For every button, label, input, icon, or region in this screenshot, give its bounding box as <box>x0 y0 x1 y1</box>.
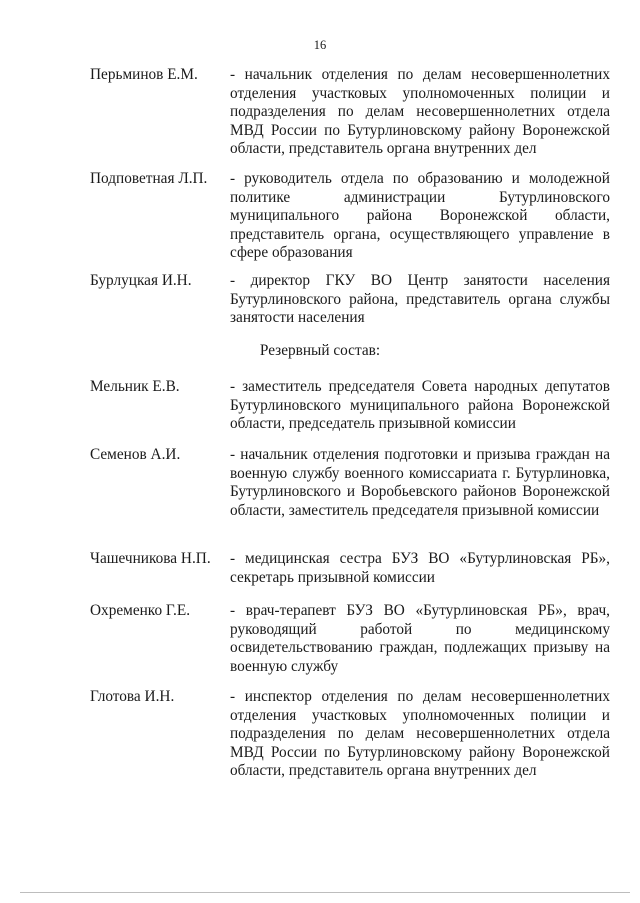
member-role: - инспектор отделения по делам несовершеннолетних отделения участковых уполномоченных полиции и подразделения по делам несовершеннолетних отдела МВД России по Бутурлиновскому району Воронежской области, представитель органа внутренних дел <box>230 688 610 780</box>
member-role: - медицинская сестра БУЗ ВО «Бутурлиновская РБ», секретарь призывной комиссии <box>230 550 610 586</box>
member-name: Подповетная Л.П. <box>90 170 208 187</box>
member-name: Мельник Е.В. <box>90 378 180 395</box>
reserve-section-title: Резервный состав: <box>259 342 381 359</box>
member-name: Охременко Г.Е. <box>90 602 191 619</box>
member-role: - врач-терапевт БУЗ ВО «Бутурлиновская РБ», врач, руководящий работой по медицинскому освидетельствованию граждан, подлежащих призыву на военную службу <box>230 602 610 675</box>
page-number: 16 <box>313 38 327 52</box>
member-role: - директор ГКУ ВО Центр занятости населения Бутурлиновского района, представитель органа службы занятости населения <box>230 272 610 327</box>
member-name: Перьминов Е.М. <box>90 66 198 83</box>
member-name: Чашечникова Н.П. <box>90 550 211 567</box>
member-name: Глотова И.Н. <box>90 688 175 705</box>
member-name: Бурлуцкая И.Н. <box>90 272 192 289</box>
member-name: Семенов А.И. <box>90 446 181 463</box>
page-bottom-edge <box>20 892 630 893</box>
member-role: - заместитель председателя Совета народных депутатов Бутурлиновского муниципального района Воронежской области, председатель призывной комиссии <box>230 378 610 433</box>
member-role: - начальник отделения по делам несовершеннолетних отделения участковых уполномоченных полиции и подразделения по делам несовершеннолетних отдела МВД России по Бутурлиновскому району Воронежской области, представитель органа внутренних дел <box>230 66 610 158</box>
member-role: - руководитель отдела по образованию и молодежной политике администрации Бутурлиновского муниципального района Воронежской области, представитель органа, осуществляющего управление в сфере образования <box>230 170 610 262</box>
member-role: - начальник отделения подготовки и призыва граждан на военную службу военного комиссариата г. Бутурлиновка, Бутурлиновского и Воробьевского районов Воронежской области, заместитель председателя призывной комиссии <box>230 446 610 519</box>
